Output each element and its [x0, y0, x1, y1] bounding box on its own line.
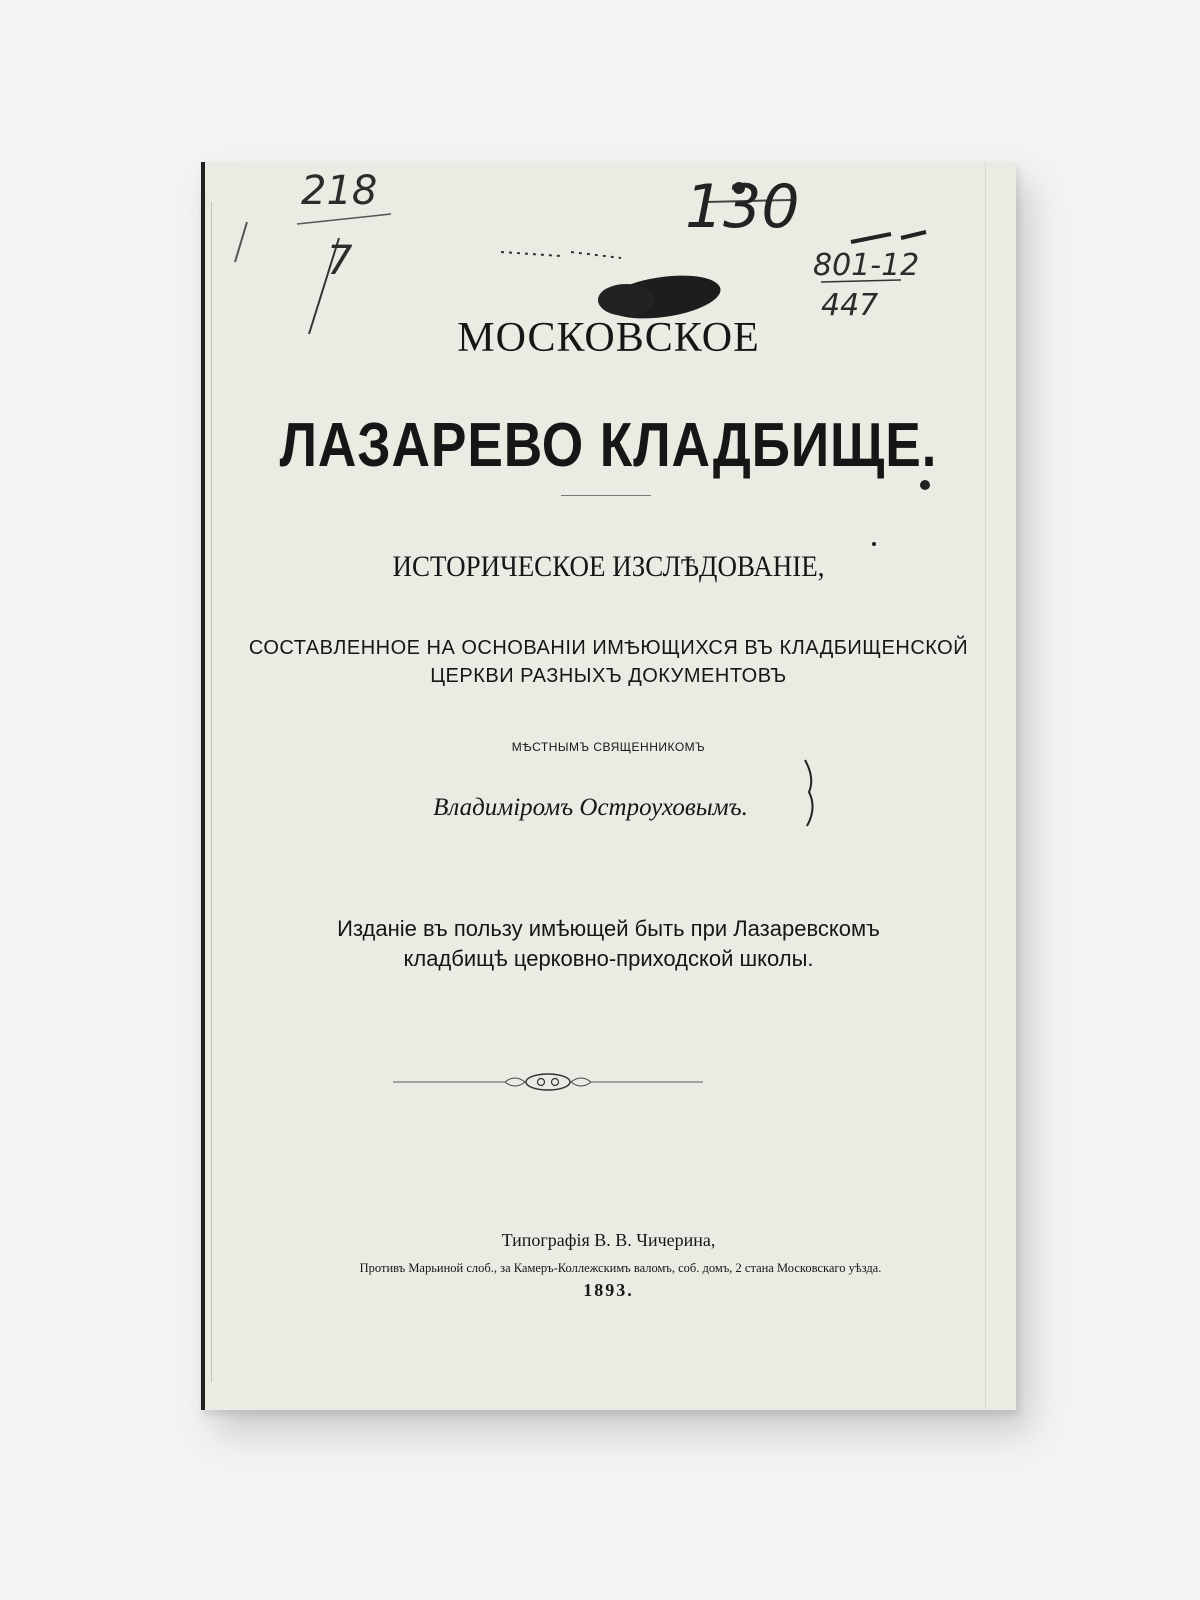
- edition-line-2: кладбищѣ церковно-приходской школы.: [403, 946, 814, 971]
- publication-year: 1893.: [583, 1280, 634, 1300]
- reference-mark-top: 801-12: [813, 248, 920, 283]
- author-name: Владиміромъ Остроуховымъ.: [433, 794, 748, 821]
- title-line-1: МОСКОВСКОЕ: [457, 315, 760, 361]
- printer: Типографія В. В. Чичерина,: [501, 1230, 716, 1250]
- ink-specks: [501, 252, 621, 258]
- reference-mark-bottom: 447: [821, 288, 879, 323]
- shelf-mark-bottom: 7: [327, 238, 353, 284]
- pencil-rule: [297, 214, 391, 224]
- ink-spot: [920, 480, 930, 490]
- printer-address: Противъ Марьиной слоб., за Камеръ-Коллежскимъ валомъ, соб. домъ, 2 стана Московскаго уѣзда.: [359, 1261, 882, 1275]
- description-line-1: СОСТАВЛЕННОЕ НА ОСНОВАНІИ ИМѢЮЩИХСЯ ВЪ КЛАДБИЩЕНСКОЙ: [248, 637, 969, 659]
- subtitle: ИСТОРИЧЕСКОЕ ИЗСЛѢДОВАНІЕ,: [392, 550, 825, 583]
- title-divider: [561, 495, 651, 496]
- handwritten-brace: [797, 758, 827, 828]
- ornament-divider: [393, 1070, 703, 1094]
- ink-scribble: [851, 232, 926, 242]
- ink-blot: [598, 284, 654, 316]
- author-intro: МѢСТНЫМЪ СВЯЩЕННИКОМЪ: [511, 740, 706, 754]
- catalog-number: 130: [685, 172, 800, 242]
- book-cover: [201, 162, 1016, 1410]
- description-line-2: ЦЕРКВИ РАЗНЫХЪ ДОКУМЕНТОВЪ: [430, 665, 787, 687]
- ink-spot: [872, 542, 876, 546]
- shelf-mark-top: 218: [301, 168, 378, 214]
- edition-line-1: Изданіе въ пользу имѣющей быть при Лазаревскомъ: [337, 916, 880, 941]
- title-line-2: ЛАЗАРЕВО КЛАДБИЩЕ.: [279, 411, 938, 480]
- pencil-stroke: [235, 222, 247, 262]
